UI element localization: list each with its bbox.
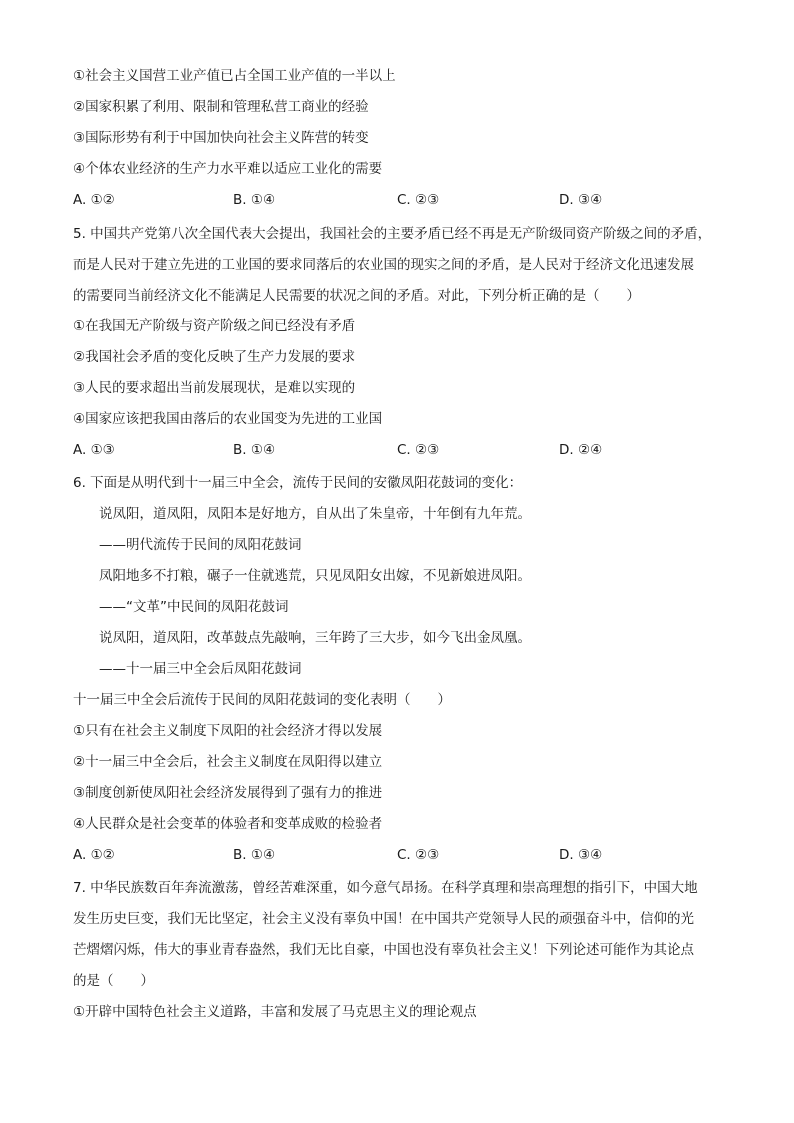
q5-stem-line-2: 而是人民对于建立先进的工业国的要求同落后的农业国的现实之间的矛盾，是人民对于经济文化迅速发展 <box>73 257 694 273</box>
q5-option-c[interactable]: C. ②③ <box>397 442 440 458</box>
q6-option-b[interactable]: B. ①④ <box>233 847 276 863</box>
q5-item-3: ③人民的要求超出当前发展现状，是难以实现的 <box>73 380 356 396</box>
q6-stem: 6. 下面是从明代到十一届三中全会，流传于民间的安徽凤阳花鼓词的变化： <box>73 475 523 491</box>
q5-options <box>73 442 733 458</box>
q6-quote-2: 凤阳地多不打粮，碾子一住就逃荒，只见凤阳女出嫁，不见新娘进凤阳。 <box>99 568 531 584</box>
q5-item-4: ④国家应该把我国由落后的农业国变为先进的工业国 <box>73 411 383 427</box>
q7-stem-line-4: 的是（ ） <box>73 973 154 989</box>
q4-option-b[interactable]: B. ①④ <box>233 192 276 208</box>
q7-stem-line-2: 发生历史巨变，我们无比坚定，社会主义没有辜负中国！在中国共产党领导人民的顽强奋斗中，信仰的光 <box>73 911 694 927</box>
q6-option-a[interactable]: A. ①② <box>73 847 115 863</box>
q5-item-2: ②我国社会矛盾的变化反映了生产力发展的要求 <box>73 349 356 365</box>
q5-option-d[interactable]: D. ②④ <box>559 442 603 458</box>
q6-item-3: ③制度创新使凤阳社会经济发展得到了强有力的推进 <box>73 785 383 801</box>
q6-option-c[interactable]: C. ②③ <box>397 847 440 863</box>
q6-item-1: ①只有在社会主义制度下凤阳的社会经济才得以发展 <box>73 723 383 739</box>
q6-question: 十一届三中全会后流传于民间的凤阳花鼓词的变化表明（ ） <box>73 692 451 708</box>
q4-options <box>73 192 733 208</box>
q5-stem-line-3: 的需要同当前经济文化不能满足人民需要的状况之间的矛盾。对此，下列分析正确的是（ ） <box>73 288 640 304</box>
q6-quote-1: 说凤阳，道凤阳，凤阳本是好地方，自从出了朱皇帝，十年倒有九年荒。 <box>99 506 531 522</box>
q6-quote-3: 说凤阳，道凤阳，改革鼓点先敲响，三年跨了三大步，如今飞出金凤凰。 <box>99 630 531 646</box>
q5-option-b[interactable]: B. ①④ <box>233 442 276 458</box>
q5-stem-line-1: 5. 中国共产党第八次全国代表大会提出，我国社会的主要矛盾已经不再是无产阶级同资产阶级之间的矛盾， <box>73 226 712 242</box>
q6-quote-source-2: ——“文革”中民间的凤阳花鼓词 <box>99 599 289 615</box>
q6-item-2: ②十一届三中全会后，社会主义制度在凤阳得以建立 <box>73 754 383 770</box>
q5-item-1: ①在我国无产阶级与资产阶级之间已经没有矛盾 <box>73 318 356 334</box>
q4-item-3: ③国际形势有利于中国加快向社会主义阵营的转变 <box>73 130 369 146</box>
q4-option-a[interactable]: A. ①② <box>73 192 115 208</box>
q7-stem-line-3: 芒熠熠闪烁，伟大的事业青春盎然，我们无比自豪，中国也没有辜负社会主义！下列论述可能作为其论点 <box>73 942 694 958</box>
q7-item-1: ①开辟中国特色社会主义道路，丰富和发展了马克思主义的理论观点 <box>73 1004 477 1020</box>
q4-option-d[interactable]: D. ③④ <box>559 192 603 208</box>
q6-quote-source-1: ——明代流传于民间的凤阳花鼓词 <box>99 537 302 553</box>
q4-item-2: ②国家积累了利用、限制和管理私营工商业的经验 <box>73 99 369 115</box>
q6-item-4: ④人民群众是社会变革的体验者和变革成败的检验者 <box>73 816 383 832</box>
q6-option-d[interactable]: D. ③④ <box>559 847 603 863</box>
q4-item-1: ①社会主义国营工业产值已占全国工业产值的一半以上 <box>73 68 396 84</box>
q4-item-4: ④个体农业经济的生产力水平难以适应工业化的需要 <box>73 161 383 177</box>
q6-options <box>73 847 733 863</box>
q5-option-a[interactable]: A. ①③ <box>73 442 115 458</box>
q7-stem-line-1: 7. 中华民族数百年奔流激荡，曾经苦难深重，如今意气昂扬。在科学真理和崇高理想的指引下，中国大地 <box>73 880 698 896</box>
q4-option-c[interactable]: C. ②③ <box>397 192 440 208</box>
q6-quote-source-3: ——十一届三中全会后凤阳花鼓词 <box>99 661 302 677</box>
